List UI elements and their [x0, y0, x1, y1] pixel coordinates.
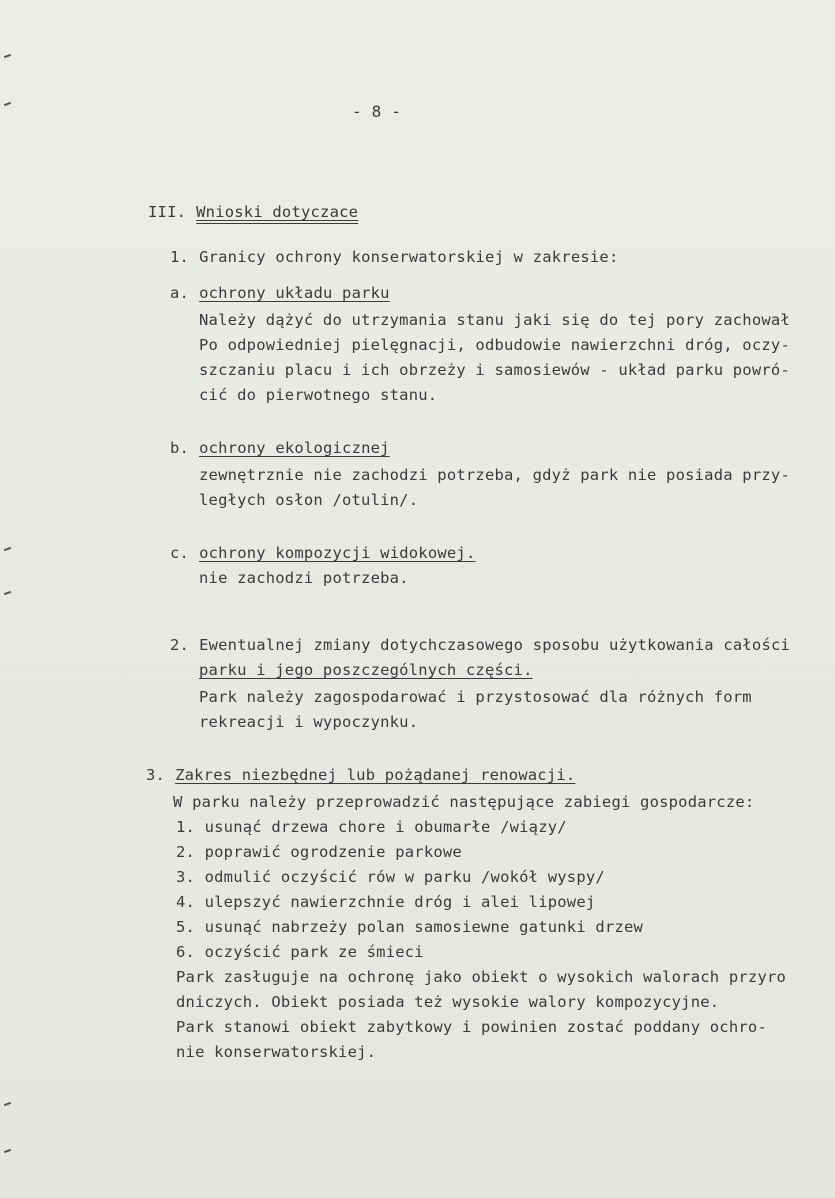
- list-item: 3. odmulić oczyścić rów w parku /wokół wyspy/: [176, 868, 605, 886]
- paragraph-line: Po odpowiedniej pielęgnacji, odbudowie nawierzchni dróg, oczy-: [199, 336, 790, 354]
- paragraph-line: W parku należy przeprowadzić następujące zabiegi gospodarcze:: [173, 793, 755, 811]
- paragraph-line: nie konserwatorskiej.: [176, 1043, 377, 1061]
- paragraph-line: Należy dążyć do utrzymania stanu jaki się do tej pory zachował: [199, 311, 790, 329]
- list-item: 4. ulepszyć nawierzchnie dróg i alei lipowej: [176, 893, 596, 911]
- item-2-title-line1: Ewentualnej zmiany dotychczasowego sposobu użytkowania całości: [199, 636, 791, 654]
- item-3-title: Zakres niezbędnej lub pożądanej renowacji.: [175, 766, 576, 784]
- item-1c-title: ochrony kompozycji widokowej.: [199, 544, 476, 562]
- list-item: 1. usunąć drzewa chore i obumarłe /wiązy/: [176, 818, 567, 836]
- list-item: 6. oczyścić park ze śmieci: [176, 943, 424, 961]
- item-1-number: 1.: [170, 248, 190, 266]
- item-2-number: 2.: [170, 636, 190, 654]
- list-item: 5. usunąć nabrzeży polan samosiewne gatunki drzew: [176, 918, 644, 936]
- section-title: Wnioski dotyczace: [196, 203, 359, 221]
- item-1a-letter: a.: [170, 284, 190, 302]
- margin-mark: [4, 591, 11, 595]
- item-3-number: 3.: [146, 766, 166, 784]
- paragraph-line: rekreacji i wypoczynku.: [199, 713, 419, 731]
- paragraph-line: nie zachodzi potrzeba.: [199, 569, 409, 587]
- paragraph-line: Park stanowi obiekt zabytkowy i powinien zostać poddany ochro-: [176, 1018, 767, 1036]
- item-1c-heading: [170, 543, 476, 563]
- item-1: [170, 247, 618, 267]
- margin-mark: [4, 54, 11, 58]
- page-number: - 8 -: [352, 102, 402, 121]
- item-2-heading: [170, 635, 790, 655]
- margin-mark: [4, 1102, 11, 1106]
- item-1-text: Granicy ochrony konserwatorskiej w zakresie:: [199, 248, 619, 266]
- item-1b-letter: b.: [170, 439, 190, 457]
- margin-mark: [4, 1149, 11, 1153]
- item-1b-heading: [170, 438, 390, 458]
- item-1c-letter: c.: [170, 544, 190, 562]
- paragraph-line: Park należy zagospodarować i przystosować dla różnych form: [199, 688, 752, 706]
- paragraph-line: zewnętrznie nie zachodzi potrzeba, gdyż park nie posiada przy-: [199, 466, 790, 484]
- margin-mark: [4, 547, 11, 551]
- paragraph-line: cić do pierwotnego stanu.: [199, 386, 438, 404]
- section-numeral: III.: [148, 203, 187, 221]
- item-1a-heading: [170, 283, 390, 303]
- paragraph-line: ległych osłon /otulin/.: [199, 491, 419, 509]
- paragraph-line: Park zasługuje na ochronę jako obiekt o wysokich walorach przyro: [176, 968, 787, 986]
- paragraph-line: szczaniu placu i ich obrzeży i samosiewów - układ parku powró-: [199, 361, 790, 379]
- item-1b-title: ochrony ekologicznej: [199, 439, 390, 457]
- list-item: 2. poprawić ogrodzenie parkowe: [176, 843, 462, 861]
- paragraph-line: dniczych. Obiekt posiada też wysokie walory kompozycyjne.: [176, 993, 720, 1011]
- section-heading: [148, 202, 358, 222]
- item-2-title-line2: parku i jego poszczególnych części.: [199, 661, 533, 679]
- item-1a-title: ochrony układu parku: [199, 284, 390, 302]
- margin-mark: [4, 102, 11, 106]
- item-3-heading: [146, 765, 575, 785]
